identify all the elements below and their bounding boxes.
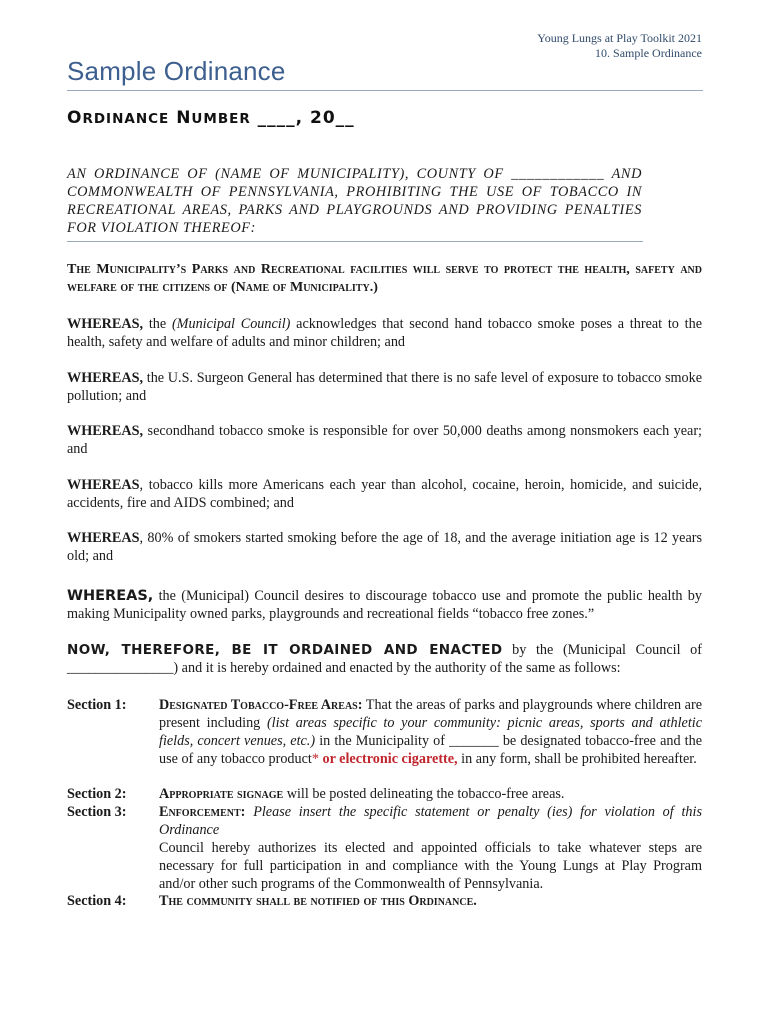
enactment-clause [67,641,702,677]
section-text: That the areas of parks and playgrounds where children are present including [159,697,702,731]
heading-word-number: UMBER [191,111,251,127]
title-divider [67,90,703,91]
section-text: in any form, shall be prohibited hereafter. [457,751,697,767]
whereas-lead: WHEREAS, [67,370,144,386]
ordinance-preamble: AN ORDINANCE OF (NAME OF MUNICIPALITY), COUNTY OF ____________ AND COMMONWEALTH OF PENNSYLVANIA, PROHIBITING THE USE OF TOBACCO IN RECREATIONAL AREAS, PARKS AND PLAYGROUNDS AND PROVIDING PENALTIES FOR VIOLATION THEREOF: [67,166,642,236]
section-italic: (list areas specific to your community: picnic areas, sports and athletic fields, concert venues, etc.) [159,715,703,749]
whereas-clause-4 [67,476,702,512]
page-title: Sample Ordinance [67,56,286,86]
intro-statement: The Municipality’s Parks and Recreational facilities will serve to protect the health, safety and welfare of the citizens of (Name of Municipality.) [67,262,702,295]
enactment-lead: NOW, THEREFORE, BE IT ORDAINED AND ENACTED [67,642,503,658]
whereas-text: secondhand tobacco smoke is responsible for over 50,000 deaths among nonsmokers each year; and [67,423,702,457]
whereas-text: the (Municipal) Council desires to discourage tobacco use and promote the public health by making Municipality owned parks, playgrounds and recreational fields “tobacco free zones.” [67,588,702,622]
heading-cap-n: N [176,108,192,128]
section-2-body [159,785,702,803]
whereas-text: , 80% of smokers started smoking before the age of 18, and the average initiation age is 12 years old; and [67,530,702,564]
electronic-cigarette-highlight: or electronic cigarette, [318,751,458,767]
section-4-body [159,892,702,910]
whereas-clause-3 [67,422,702,458]
section-3-body [159,803,702,893]
whereas-text: , tobacco kills more Americans each year than alcohol, cocaine, heroin, homicide, and suicide, accidents, fire and AIDS combined; and [67,477,702,511]
section-3-label: Section 3: [67,804,127,820]
header-toolkit-line: Young Lungs at Play Toolkit 2021 [537,31,702,45]
heading-cap-o: O [67,108,83,128]
whereas-clause-1 [67,315,702,351]
whereas-lead: WHEREAS [67,477,140,493]
whereas-lead: WHEREAS, [67,423,144,439]
section-text: in the Municipality of _______ be designated tobacco-free and the use of any tobacco product [159,733,702,767]
header-section-line: 10. Sample Ordinance [595,46,702,60]
section-2-heading: Appropriate signage [159,786,284,802]
ordinance-number-heading [67,108,355,128]
whereas-clause-6 [67,587,702,623]
enactment-text: by the (Municipal Council of _______________) and it is hereby ordained and enacted by the authority of the same as follows: [67,642,703,676]
running-header [537,31,702,61]
section-3-authorization: Council hereby authorizes its elected and appointed officials to take whatever steps are necessary for full participation in and compliance with the Young Lungs at Play Program and/or other such programs of the Commonwealth of Pennsylvania. [159,840,702,892]
whereas-text: the U.S. Surgeon General has determined that there is no safe level of exposure to tobacco smoke pollution; and [67,370,702,404]
whereas-lead: WHEREAS, [67,316,144,332]
heading-blanks: ____, 20__ [250,108,355,128]
section-4-label: Section 4: [67,893,127,909]
whereas-italic: (Municipal Council) [171,316,291,332]
section-italic: Please insert the specific statement or penalty (ies) for violation of this Ordinance [159,804,702,838]
section-1-body [159,696,702,768]
heading-word-ordinance: RDINANCE [82,111,170,127]
section-4-heading: The community shall be notified of this Ordinance. [159,893,477,909]
section-text: will be posted delineating the tobacco-free areas. [283,786,565,802]
whereas-text: the [143,316,172,332]
asterisk-mark: * [311,751,319,767]
whereas-clause-5 [67,529,702,565]
section-2-label: Section 2: [67,786,127,802]
whereas-lead: WHEREAS, [67,588,154,604]
section-1-label: Section 1: [67,697,127,713]
whereas-clause-2 [67,369,702,405]
preamble-divider [67,241,643,242]
whereas-lead: WHEREAS [67,530,140,546]
whereas-text: acknowledges that second hand tobacco smoke poses a threat to the health, safety and welfare of adults and minor children; and [67,316,702,350]
section-1-heading: Designated Tobacco-Free Areas: [159,697,363,713]
section-3-heading: Enforcement: [159,804,246,820]
